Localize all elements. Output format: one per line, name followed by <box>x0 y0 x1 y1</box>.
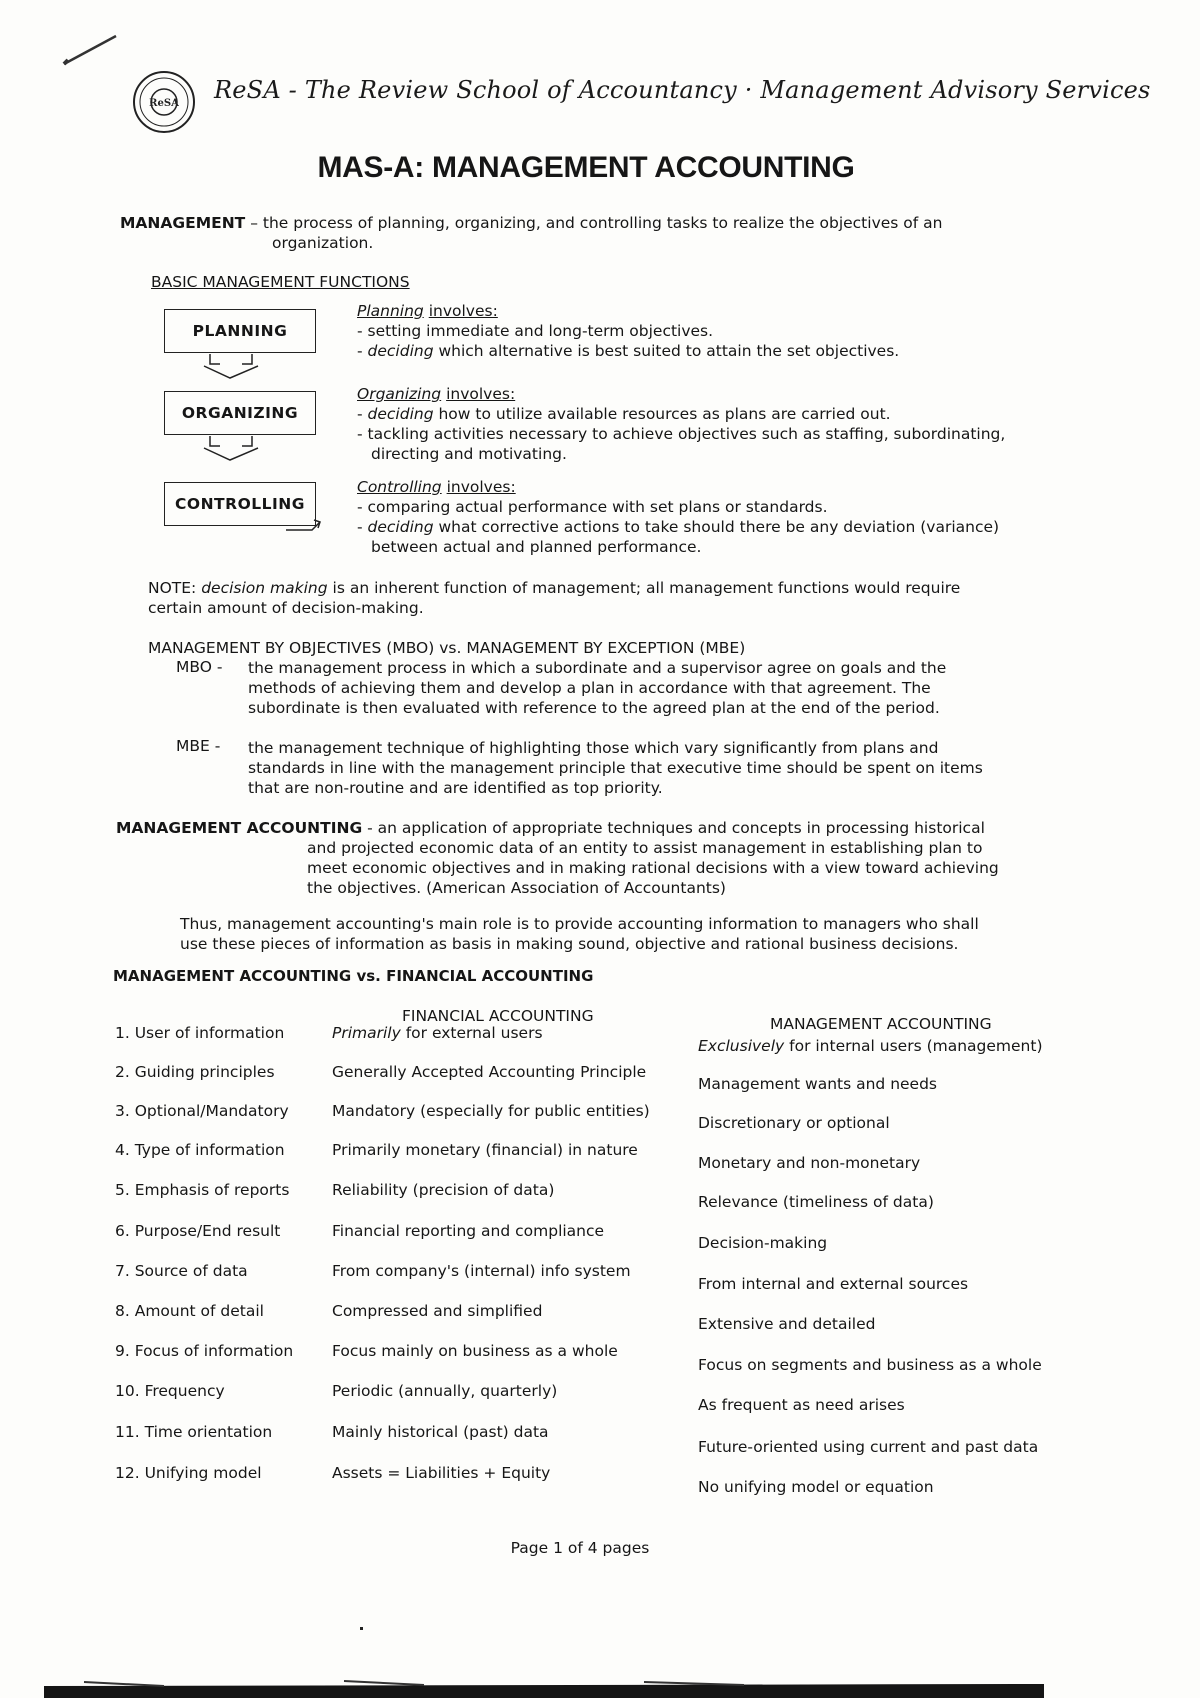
management-def-line1: – the process of planning, organizing, and controlling tasks to realize the objectives of an <box>245 214 943 232</box>
col-header-management: MANAGEMENT ACCOUNTING <box>770 1015 992 1033</box>
arrow-down-icon <box>196 352 286 380</box>
mbe-line2: standards in line with the management principle that executive time should be spent on items <box>248 759 983 777</box>
row-management-text: Management wants and needs <box>698 1075 938 1093</box>
note-line1-rest: is an inherent function of management; all management functions would require <box>327 579 961 597</box>
note-ital: decision making <box>201 579 328 597</box>
row-financial <box>332 1422 549 1442</box>
page-number: Page 1 of 4 pages <box>510 1539 650 1557</box>
row-management <box>698 1074 937 1094</box>
planning-line2-ital: deciding <box>367 342 434 360</box>
table-row <box>0 1422 1200 1456</box>
controlling-head-word: Controlling <box>357 478 442 496</box>
row-financial <box>332 1101 650 1121</box>
table-row <box>0 1381 1200 1414</box>
row-financial <box>332 1140 638 1160</box>
row-financial-text: Generally Accepted Accounting Principle <box>332 1063 647 1081</box>
row-management <box>698 1233 827 1253</box>
table-row <box>0 1023 1200 1055</box>
row-criterion: 4. Type of information <box>115 1141 285 1159</box>
organizing-description <box>357 384 1005 464</box>
row-financial-text: Financial reporting and compliance <box>332 1222 605 1240</box>
mgmt-accounting-term: MANAGEMENT ACCOUNTING <box>116 819 363 837</box>
row-management <box>698 1274 968 1294</box>
mgmt-accounting-line1-rest: - an application of appropriate techniques and concepts in processing historical <box>362 819 985 837</box>
mbe-line1: the management technique of highlighting those which vary significantly from plans and <box>248 739 939 757</box>
planning-head-rest: involves: <box>428 302 498 320</box>
page-title: MAS-A: MANAGEMENT ACCOUNTING <box>317 151 855 184</box>
mbo-label: MBO - <box>176 658 223 676</box>
mgmt-accounting-line1 <box>116 818 985 838</box>
row-financial-text: Periodic (annually, quarterly) <box>332 1382 558 1400</box>
row-criterion: 2. Guiding principles <box>115 1063 275 1081</box>
row-criterion: 9. Focus of information <box>115 1342 294 1360</box>
mbe-label: MBE - <box>176 737 221 755</box>
row-financial <box>332 1261 631 1281</box>
planning-head-word: Planning <box>357 302 424 320</box>
row-management <box>698 1395 905 1415</box>
table-row <box>0 1261 1200 1293</box>
row-management-text: for internal users (management) <box>784 1037 1043 1055</box>
note-line1 <box>148 578 960 598</box>
organizing-line1-rest: how to utilize available resources as plans are carried out. <box>433 405 891 423</box>
management-definition <box>120 213 942 233</box>
row-management <box>698 1153 920 1173</box>
controlling-line3: between actual and planned performance. <box>371 538 702 556</box>
planning-line2-prefix: - <box>357 342 368 360</box>
note-prefix: NOTE: <box>148 579 202 597</box>
row-management-text: Monetary and non-monetary <box>698 1154 921 1172</box>
mgmt-accounting-line3: meet economic objectives and in making rational decisions with a view toward achieving <box>307 859 999 877</box>
organizing-line3: directing and motivating. <box>371 445 567 463</box>
row-criterion: 6. Purpose/End result <box>115 1222 281 1240</box>
controlling-line2-rest: what corrective actions to take should there be any deviation (variance) <box>433 518 1000 536</box>
row-financial <box>332 1301 542 1321</box>
resa-seal-icon <box>132 70 196 134</box>
row-financial <box>332 1023 543 1043</box>
controlling-description <box>357 477 999 557</box>
row-criterion: 3. Optional/Mandatory <box>115 1102 289 1120</box>
row-management <box>698 1477 934 1497</box>
row-financial-text: for external users <box>400 1024 543 1042</box>
arrow-down-icon <box>196 434 286 462</box>
mbo-line3: subordinate is then evaluated with reference to the agreed plan at the end of the period. <box>248 699 940 717</box>
controlling-box: CONTROLLING <box>164 482 316 526</box>
table-row <box>0 1101 1200 1132</box>
controlling-line2-ital: deciding <box>367 518 434 536</box>
pen-mark-icon <box>62 30 122 70</box>
thus-line1: Thus, management accounting's main role is to provide accounting information to managers who shall <box>180 915 979 933</box>
table-row <box>0 1180 1200 1211</box>
mbe-line3: that are non-routine and are identified as top priority. <box>248 779 663 797</box>
row-financial <box>332 1381 557 1401</box>
row-financial-text: From company's (internal) info system <box>332 1262 631 1280</box>
planning-line1: - setting immediate and long-term objectives. <box>357 322 714 340</box>
table-row <box>0 1301 1200 1333</box>
row-financial-text: Compressed and simplified <box>332 1302 543 1320</box>
row-management-text: Discretionary or optional <box>698 1114 890 1132</box>
row-criterion: 5. Emphasis of reports <box>115 1181 290 1199</box>
row-financial-text: Mainly historical (past) data <box>332 1423 549 1441</box>
row-financial <box>332 1180 554 1200</box>
controlling-head-rest: involves: <box>446 478 516 496</box>
row-management-text: Relevance (timeliness of data) <box>698 1193 934 1211</box>
thus-line2: use these pieces of information as basis in making sound, objective and rational business decisions. <box>180 935 959 953</box>
row-criterion: 10. Frequency <box>115 1382 225 1400</box>
row-financial <box>332 1341 618 1361</box>
mbo-line1: the management process in which a subordinate and a supervisor agree on goals and the <box>248 659 947 677</box>
table-row <box>0 1062 1200 1093</box>
row-criterion: 1. User of information <box>115 1024 285 1042</box>
organizing-line1-ital: deciding <box>367 405 434 423</box>
row-financial <box>332 1221 604 1241</box>
row-management-text: As frequent as need arises <box>698 1396 905 1414</box>
row-management-text: Decision-making <box>698 1234 828 1252</box>
row-criterion: 11. Time orientation <box>115 1423 273 1441</box>
comparison-heading: MANAGEMENT ACCOUNTING vs. FINANCIAL ACCOUNTING <box>113 967 594 985</box>
row-financial-text: Focus mainly on business as a whole <box>332 1342 618 1360</box>
planning-line2-rest: which alternative is best suited to attain the set objectives. <box>433 342 900 360</box>
row-financial-text: Primarily monetary (financial) in nature <box>332 1141 638 1159</box>
row-financial <box>332 1463 550 1483</box>
planning-description <box>357 301 899 361</box>
organizing-line2: - tackling activities necessary to achieve objectives such as staffing, subordinating, <box>357 425 1006 443</box>
row-criterion: 12. Unifying model <box>115 1464 262 1482</box>
scan-edge-bar <box>44 1680 1044 1698</box>
row-financial-ital: Primarily <box>332 1024 401 1042</box>
controlling-line1: - comparing actual performance with set plans or standards. <box>357 498 828 516</box>
row-management <box>698 1192 934 1212</box>
row-management-text: From internal and external sources <box>698 1275 969 1293</box>
organizing-head-rest: involves: <box>446 385 516 403</box>
row-management <box>698 1355 1042 1375</box>
management-def-line2: organization. <box>272 234 374 252</box>
table-row <box>0 1221 1200 1252</box>
row-management <box>698 1437 1038 1457</box>
row-management <box>698 1036 1043 1056</box>
row-management-ital: Exclusively <box>698 1037 785 1055</box>
school-name: ReSA - The Review School of Accountancy · Management Advisory Services <box>214 76 1151 104</box>
row-financial-text: Mandatory (especially for public entities) <box>332 1102 650 1120</box>
row-management <box>698 1314 875 1334</box>
row-financial-text: Reliability (precision of data) <box>332 1181 555 1199</box>
mgmt-accounting-line2: and projected economic data of an entity to assist management in establishing plan to <box>307 839 983 857</box>
row-management-text: No unifying model or equation <box>698 1478 934 1496</box>
mbo-mbe-heading: MANAGEMENT BY OBJECTIVES (MBO) vs. MANAGEMENT BY EXCEPTION (MBE) <box>148 639 746 657</box>
scan-dot <box>360 1627 363 1630</box>
organizing-head-word: Organizing <box>357 385 442 403</box>
controlling-line2-prefix: - <box>357 518 368 536</box>
table-row <box>0 1341 1200 1374</box>
note-line2: certain amount of decision-making. <box>148 599 424 617</box>
row-criterion: 8. Amount of detail <box>115 1302 264 1320</box>
mgmt-accounting-line4: the objectives. (American Association of Accountants) <box>307 879 726 897</box>
row-management-text: Extensive and detailed <box>698 1315 876 1333</box>
basic-functions-heading: BASIC MANAGEMENT FUNCTIONS <box>151 273 410 291</box>
row-management-text: Focus on segments and business as a whole <box>698 1356 1042 1374</box>
table-row <box>0 1463 1200 1496</box>
management-term: MANAGEMENT <box>120 214 246 232</box>
row-criterion: 7. Source of data <box>115 1262 248 1280</box>
table-row <box>0 1140 1200 1172</box>
organizing-box: ORGANIZING <box>164 391 316 435</box>
col-header-financial: FINANCIAL ACCOUNTING <box>402 1007 594 1025</box>
row-management-text: Future-oriented using current and past data <box>698 1438 1039 1456</box>
corner-arrow-icon <box>284 512 324 534</box>
organizing-line1-prefix: - <box>357 405 368 423</box>
row-financial <box>332 1062 646 1082</box>
planning-box: PLANNING <box>164 309 316 353</box>
mbo-line2: methods of achieving them and develop a plan in accordance with that agreement. The <box>248 679 931 697</box>
row-management <box>698 1113 890 1133</box>
row-financial-text: Assets = Liabilities + Equity <box>332 1464 551 1482</box>
logo-text: ReSA <box>149 98 179 109</box>
